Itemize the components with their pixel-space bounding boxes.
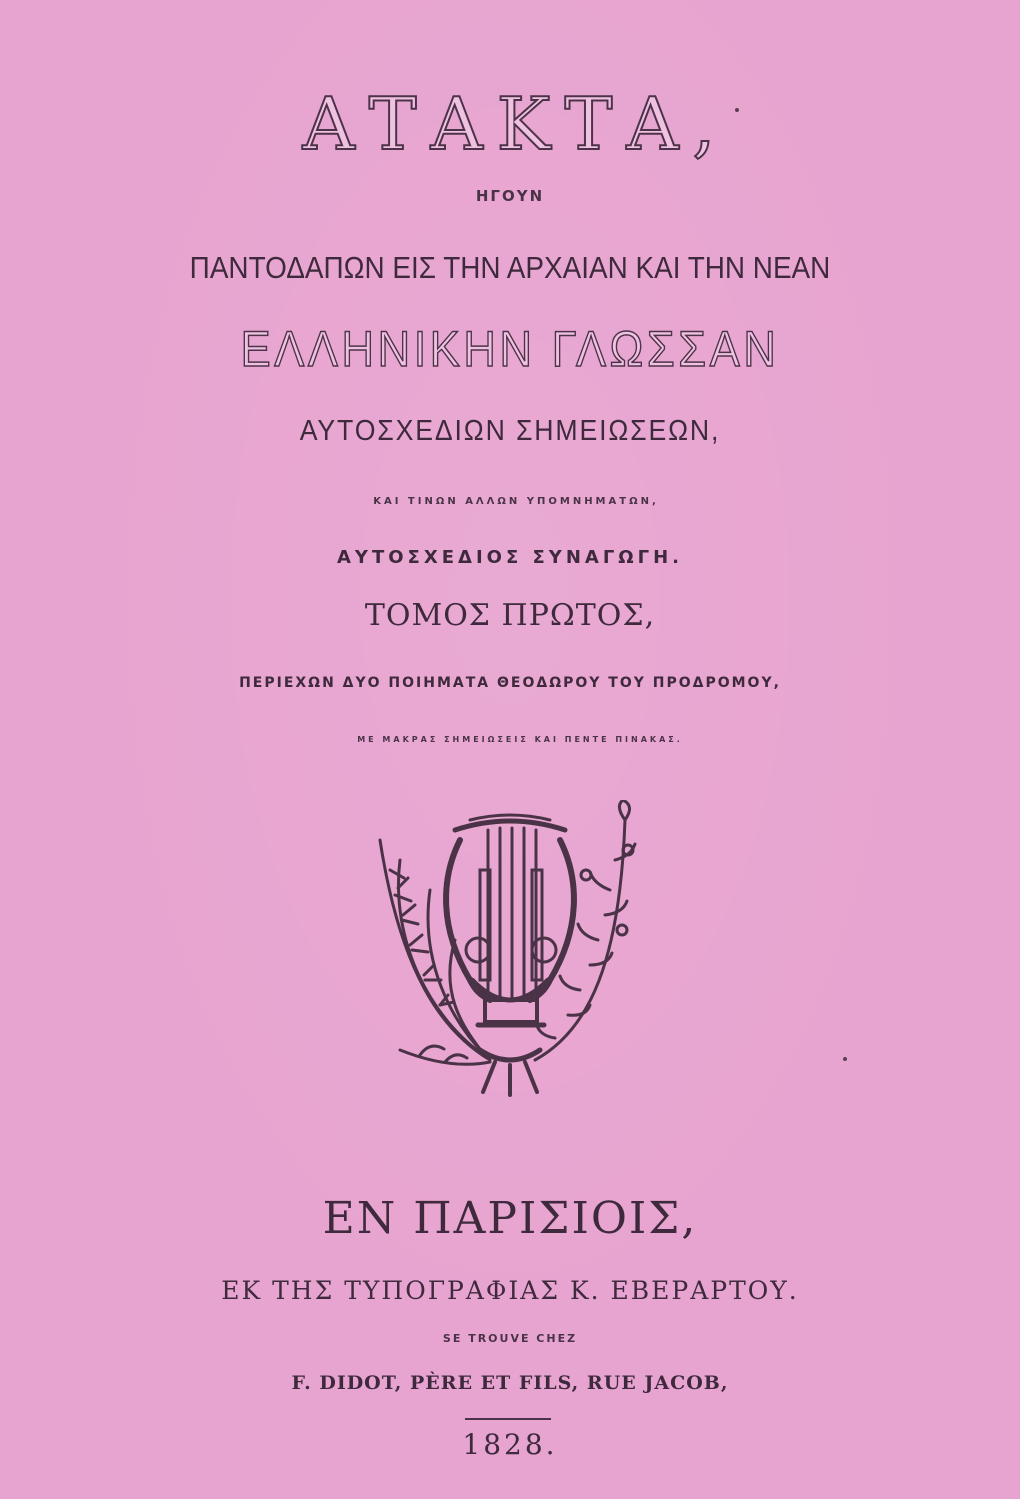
imprint-didot: F. DIDOT, PÈRE ET FILS, RUE JACOB, [291,1372,729,1394]
imprint-press: ΕΚ ΤΗΣ ΤΥΠΟΓΡΑΦΙΑΣ Κ. ΕΒΕΡΑΡΤΟΥ. [221,1276,799,1305]
paper-speck [735,108,739,112]
volume-label: ΤΟΜΟΣ ΠΡΩΤΟΣ, [364,598,656,633]
imprint-trouve: SE TROUVE CHEZ [442,1332,578,1345]
lyre-with-laurel-icon [360,800,660,1100]
contents-line: ΠΕΡΙΕΧΩΝ ΔΥΟ ΠΟΙΗΜΑΤΑ ΘΕΟΔΩΡΟΥ ΤΟΥ ΠΡΟΔΡΟΜΟΥ, [239,675,781,691]
publication-year: 1828. [462,1428,558,1461]
contents-notes-line: ΜΕ ΜΑΚΡΑΣ ΣΗΜΕΙΩΣΕΙΣ ΚΑΙ ΠΕΝΤΕ ΠΙΝΑΚΑΣ. [357,735,683,744]
divider-rule [465,1418,551,1420]
subtitle-ellhnikhn-glossan: ΕΛΛΗΝΙΚΗΝ ΓΛΩΣΣΑΝ [240,321,780,377]
subtitle-synagogi: ΑΥΤΟΣΧΕΔΙΟΣ ΣΥΝΑΓΩΓΗ. [337,547,683,568]
subtitle-hgoun: ΗΓΟΥΝ [475,187,545,205]
book-title: ΑΤΑΚΤΑ, [302,82,730,166]
subtitle-kai-tinon: ΚΑΙ ΤΙΝΩΝ ΑΛΛΩΝ ΥΠΟΜΝΗΜΑΤΩΝ, [373,496,659,507]
subtitle-pantodapon: ΠΑΝΤΟΔΑΠΩΝ ΕΙΣ ΤΗΝ ΑΡΧΑΙΑΝ ΚΑΙ ΤΗΝ ΝΕΑΝ [189,250,831,285]
imprint-city: ΕΝ ΠΑΡΙΣΙΟΙΣ, [322,1193,698,1244]
paper-speck [843,1057,847,1061]
subtitle-autosxedion: ΑΥΤΟΣΧΕΔΙΩΝ ΣΗΜΕΙΩΣΕΩΝ, [299,415,721,447]
